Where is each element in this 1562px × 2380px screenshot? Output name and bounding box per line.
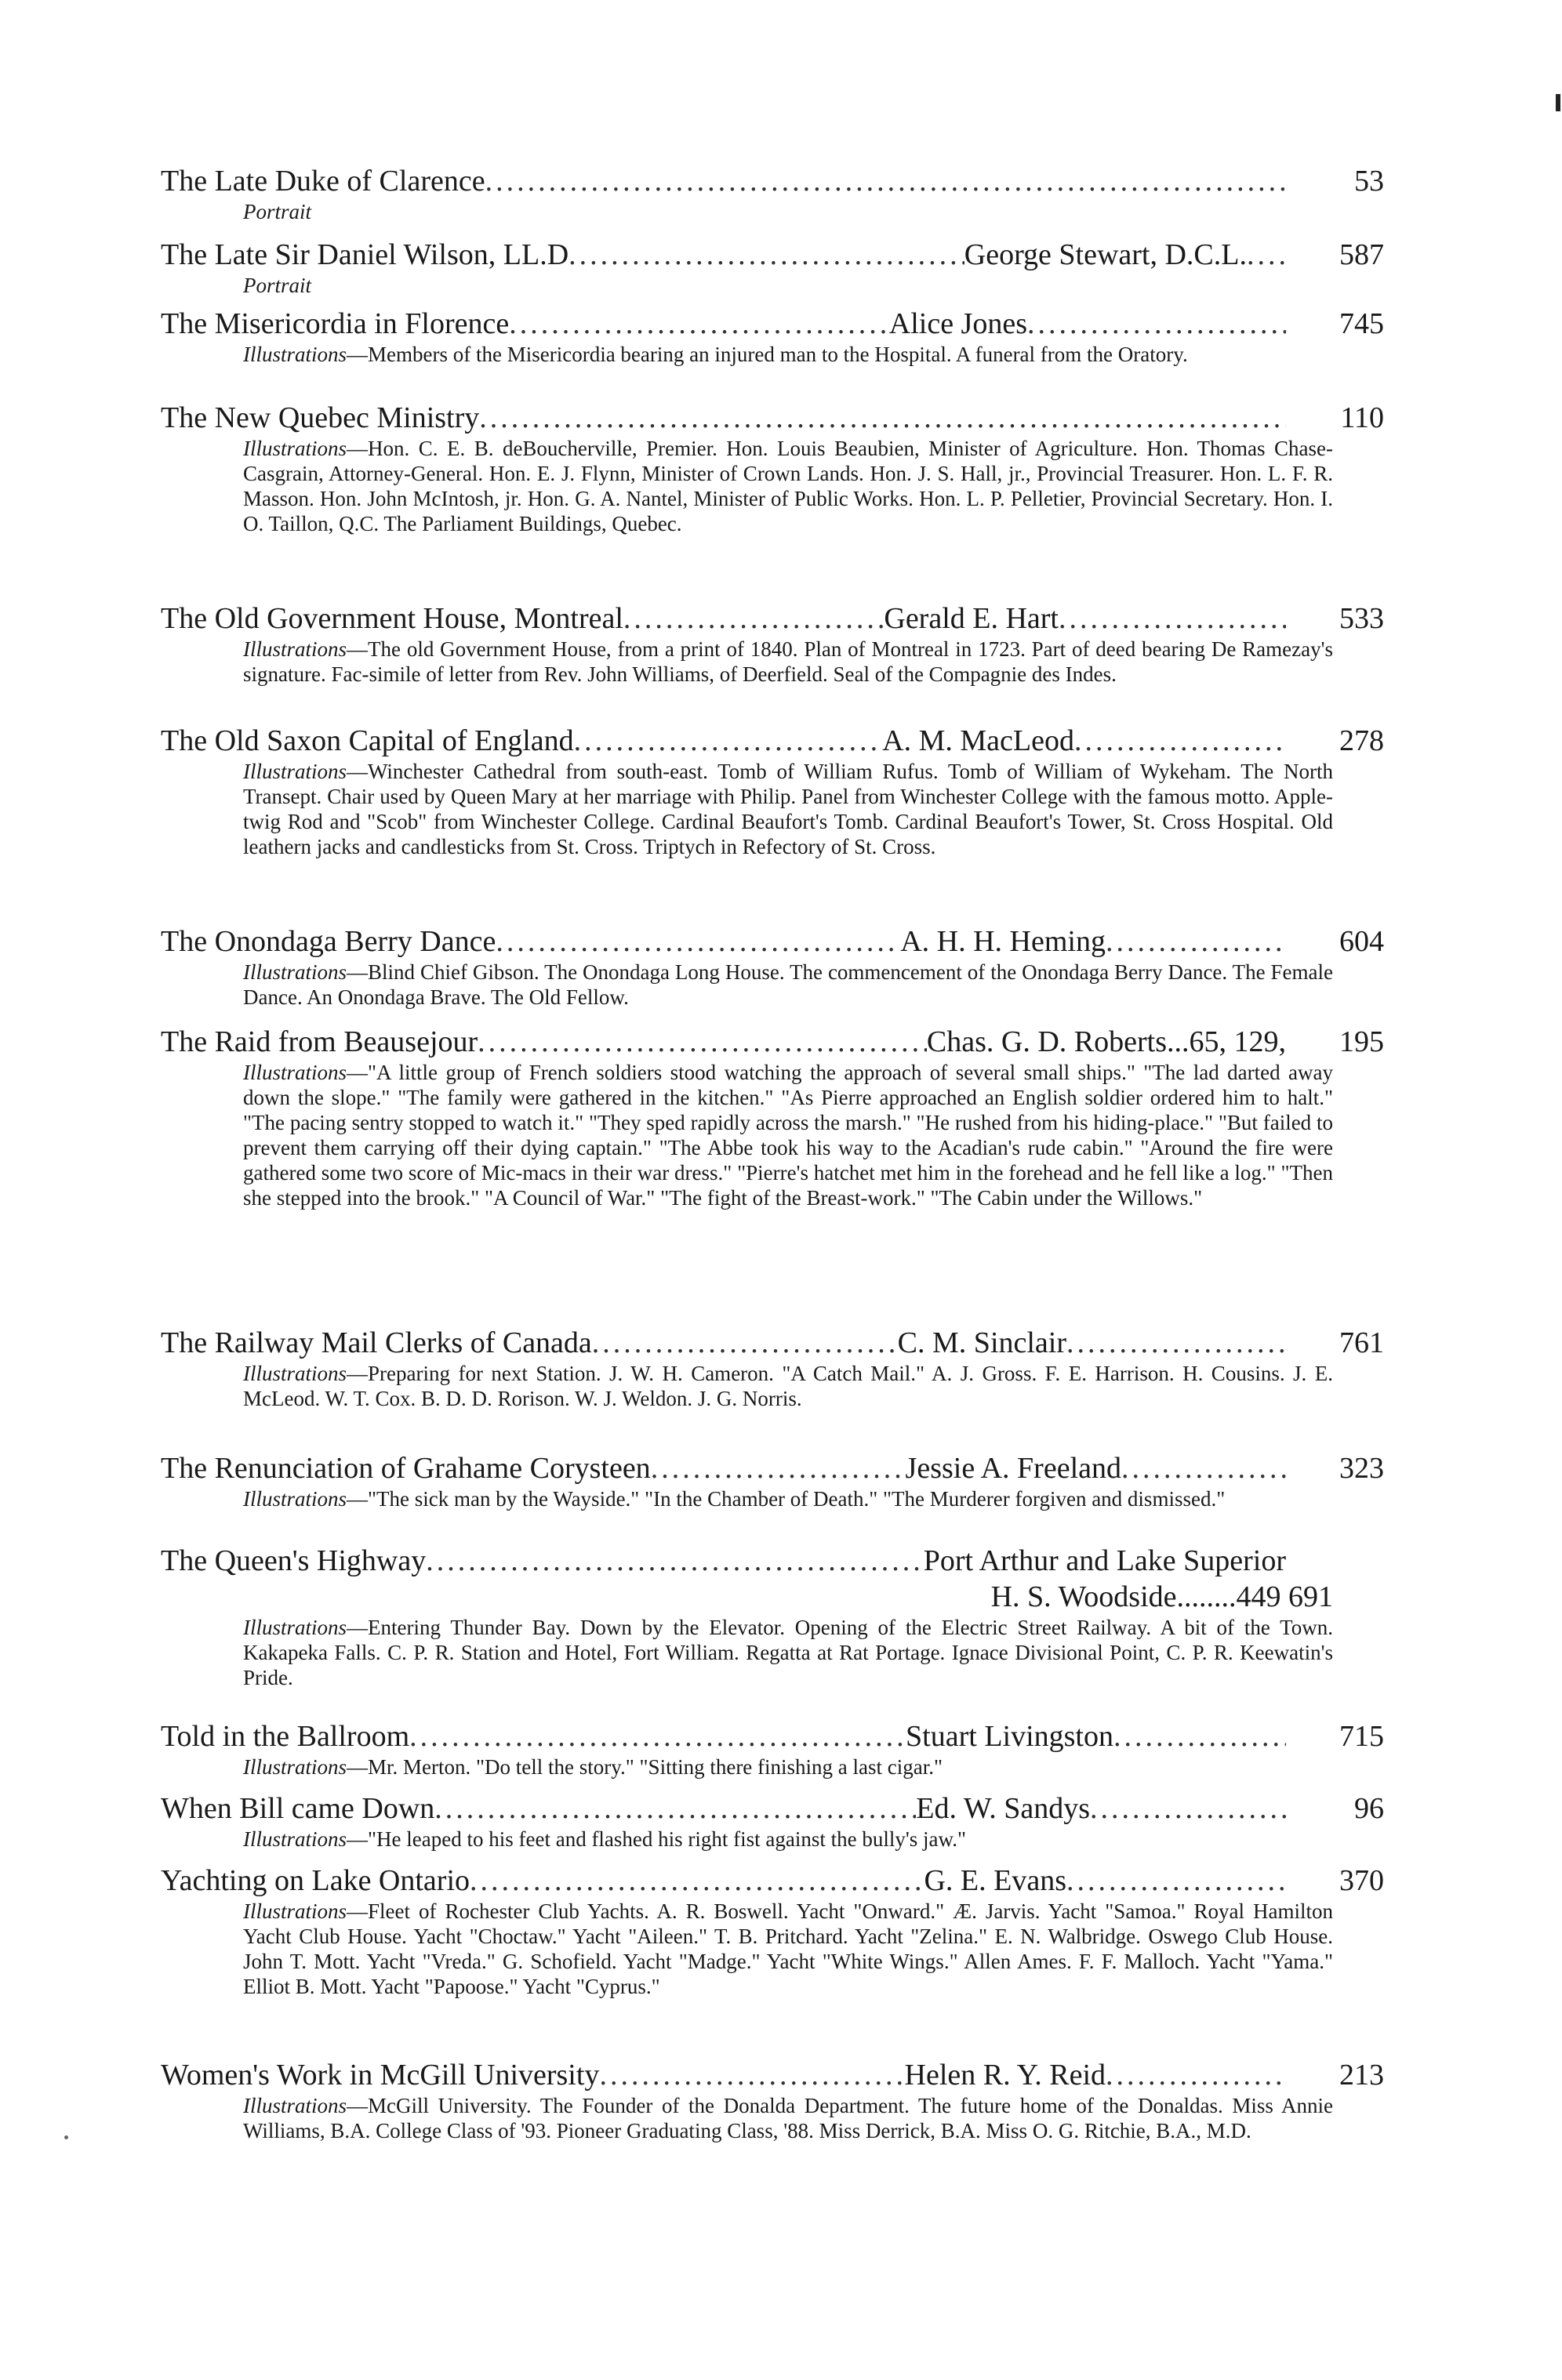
page-number: 53 [1354, 165, 1384, 198]
entry-illustrations [243, 1361, 1333, 1411]
leader-dots [568, 237, 964, 273]
page-number: 761 [1339, 1326, 1384, 1359]
page-number: 195 [1339, 1025, 1384, 1058]
illustrations-text: —Entering Thunder Bay. Down by the Elevator. Opening of the Electric Street Railway. A bit of the Town. Kakapeka Falls. C. P. R. Station and Hotel, Fort William. Regatta at Rat Portage. Ignace Divisional Point, C. P. R. Keewatin's Pride. [243, 1616, 1333, 1689]
entry-illustrations [243, 2093, 1333, 2143]
entry-title: The New Quebec Ministry [161, 401, 480, 434]
entry-author: Alice Jones [888, 307, 1027, 340]
entry-title: The Raid from Beausejour [161, 1025, 478, 1058]
leader-dots [1106, 923, 1286, 960]
illustrations-label: Illustrations [243, 760, 347, 783]
entry-illustrations [243, 342, 1333, 367]
page-number: 533 [1339, 602, 1384, 635]
entry-title: Women's Work in McGill University [161, 2059, 600, 2092]
entry-author: Ed. W. Sandys [916, 1792, 1090, 1825]
leader-dots [1090, 1790, 1286, 1827]
entry-title: Yachting on Lake Ontario [161, 1864, 470, 1897]
entry-author: Helen R. Y. Reid [904, 2059, 1106, 2092]
entry-author: A. H. H. Heming [900, 925, 1106, 958]
leader-dots [1027, 306, 1286, 342]
illustrations-label: Illustrations [243, 2094, 347, 2117]
entry-illustrations [243, 960, 1333, 1010]
entry-illustrations [243, 1754, 1333, 1780]
illustrations-label: Illustrations [243, 637, 347, 661]
leader-dots [651, 1450, 906, 1486]
entry-illustrations [243, 1615, 1333, 1690]
illustrations-label: Illustrations [243, 960, 347, 984]
toc-entry [161, 237, 1384, 298]
toc-entry [161, 723, 1384, 859]
leader-dots [599, 2057, 904, 2093]
illustrations-text: —Winchester Cathedral from south-east. Tomb of William Rufus. Tomb of William of Wykeham. The North Transept. Chair used by Queen Mary at her marriage with Philip. Panel from Winchester College with the famous motto. Apple-twig Rod and "Scob" from Winchester College. Cardinal Beaufort's Tomb. Cardinal Beaufort's Tower, St. Cross Hospital. Old leathern jacks and candlesticks from St. Cross. Triptych in Refectory of St. Cross. [243, 760, 1333, 858]
illustrations-text: —Preparing for next Station. J. W. H. Cameron. "A Catch Mail." A. J. Gross. F. E. Harrison. H. Cousins. J. E. McLeod. W. T. Cox. B. D. D. Rorison. W. J. Weldon. J. G. Norris. [243, 1362, 1333, 1410]
leader-dots [485, 163, 1286, 199]
entry-illustrations [243, 436, 1333, 536]
entry-author: George Stewart, D.C.L. [964, 238, 1247, 271]
page-number: 110 [1340, 401, 1384, 434]
illustrations-label: Illustrations [243, 343, 347, 366]
toc-entry [161, 600, 1384, 687]
entry-title: The Misericordia in Florence [161, 307, 510, 340]
entry-author: G. E. Evans [924, 1864, 1066, 1897]
illustrations-label: Illustrations [243, 1487, 347, 1511]
entry-author: Stuart Livingston [906, 1720, 1113, 1753]
portrait-label: Portrait [243, 274, 312, 297]
page-number: 587 [1339, 238, 1384, 271]
toc-entry [161, 1718, 1384, 1780]
entry-author: Gerald E. Hart [884, 602, 1059, 635]
entry-illustrations [243, 1827, 1333, 1852]
leader-dots [623, 600, 884, 637]
entry-illustrations [243, 759, 1333, 859]
toc-entry [161, 1790, 1384, 1852]
leader-dots [426, 1543, 924, 1579]
illustrations-label: Illustrations [243, 1827, 347, 1851]
page-number: 715 [1339, 1720, 1384, 1753]
entry-title: When Bill came Down [161, 1792, 435, 1825]
illustrations-label: Illustrations [243, 1899, 347, 1923]
entry-illustrations [243, 1899, 1333, 1999]
leader-dots [1106, 2057, 1286, 2093]
page-number: 278 [1339, 724, 1384, 757]
leader-dots [478, 1024, 927, 1060]
illustrations-text: —"A little group of French soldiers stood watching the approach of several small ships." "The lad darted away down the slope." "The family were gathered in the kitchen." "As Pierre approached an English soldier ordered him to halt." "The pacing sentry stopped to watch it." "They sped rapidly across the marsh." "He rushed from his hiding-place." "But failed to prevent them carrying off their dying captain." "The Abbe took his way to the Acadian's rude cabin." "Around the fire were gathered some two score of Mic-macs in their war dress." "Pierre's hatchet met him in the forehead and he fell like a log." "Then she stepped into the brook." "A Council of War." "The fight of the Breast-work." "The Cabin under the Willows." [243, 1061, 1333, 1210]
illustrations-text: —"He leaped to his feet and flashed his right fist against the bully's jaw." [347, 1827, 967, 1851]
entry-author-continued: H. S. Woodside........449 691 [990, 1580, 1333, 1613]
entry-title: The Onondaga Berry Dance [161, 925, 496, 958]
leader-dots [1113, 1718, 1286, 1754]
entry-title: The Late Duke of Clarence [161, 165, 485, 198]
entry-author: Port Arthur and Lake Superior [923, 1544, 1286, 1577]
illustrations-text: —McGill University. The Founder of the Donalda Department. The future home of the Donaldas. Miss Annie Williams, B.A. College Class of '93. Pioneer Graduating Class, '88. Miss Derrick, B.A. Miss O. G. Ritchie, B.A., M.D. [243, 2094, 1333, 2142]
entry-title: The Queen's Highway [161, 1544, 427, 1577]
page-number: 96 [1354, 1792, 1384, 1825]
toc-entry [161, 1450, 1384, 1511]
leader-dots [434, 1790, 916, 1827]
illustrations-text: —Hon. C. E. B. deBoucherville, Premier. Hon. Louis Beaubien, Minister of Agriculture. Hon. Thomas Chase-Casgrain, Attorney-General. Hon. E. J. Flynn, Minister of Crown Lands. Hon. J. S. Hall, jr., Provincial Treasurer. Hon. L. F. R. Masson. Hon. John McIntosh, jr. Hon. G. A. Nantel, Minister of Public Works. Hon. L. P. Pelletier, Provincial Secretary. Hon. I. O. Taillon, Q.C. The Parliament Buildings, Quebec. [243, 437, 1333, 535]
leader-dots [592, 1325, 898, 1361]
illustrations-text: —Fleet of Rochester Club Yachts. A. R. Boswell. Yacht "Onward." Æ. Jarvis. Yacht "Samoa." Royal Hamilton Yacht Club House. Yacht "Choctaw." Yacht "Aileen." T. B. Pritchard. Yacht "Zelina." E. N. Walbridge. Oswego Club House. John T. Mott. Yacht "Vreda." G. Schofield. Yacht "Madge." Yacht "White Wings." Allen Ames. F. F. Malloch. Yacht "Yama." Elliot B. Mott. Yacht "Papoose." Yacht "Cyprus." [243, 1899, 1333, 1998]
toc-entry [161, 306, 1384, 367]
toc-entry [161, 1863, 1384, 1999]
entry-author: C. M. Sinclair [897, 1326, 1066, 1359]
portrait-label: Portrait [243, 200, 312, 223]
leader-dots [470, 1863, 924, 1899]
toc-entry [161, 923, 1384, 1010]
illustrations-text: —The old Government House, from a print of 1840. Plan of Montreal in 1723. Part of deed bearing De Ramezay's signature. Fac-simile of letter from Rev. John Williams, of Deerfield. Seal of the Compagnie des Indes. [243, 637, 1333, 686]
illustrations-text: —"The sick man by the Wayside." "In the Chamber of Death." "The Murderer forgiven and dismissed." [347, 1487, 1226, 1511]
entry-title: The Old Saxon Capital of England [161, 724, 574, 757]
leader-dots [1121, 1450, 1286, 1486]
leader-dots [1074, 723, 1286, 759]
leader-dots [479, 400, 1286, 436]
illustrations-text: —Blind Chief Gibson. The Onondaga Long House. The commencement of the Onondaga Berry Dance. The Female Dance. An Onondaga Brave. The Old Fellow. [243, 960, 1333, 1009]
entry-title: The Old Government House, Montreal [161, 602, 623, 635]
leader-dots [509, 306, 889, 342]
page-number: 213 [1339, 2059, 1384, 2092]
entry-author: Chas. G. D. Roberts...65, 129, [926, 1025, 1286, 1058]
toc-entry [161, 163, 1384, 224]
illustrations-label: Illustrations [243, 1616, 347, 1639]
entry-author: A. M. MacLeod [882, 724, 1074, 757]
page-edge-mark [1556, 94, 1560, 111]
entry-title: The Late Sir Daniel Wilson, LL.D [161, 238, 569, 271]
leader-dots [1059, 600, 1286, 637]
page-number: 604 [1339, 925, 1384, 958]
entry-title: Told in the Ballroom [161, 1720, 410, 1753]
leader-dots [1066, 1325, 1286, 1361]
illustrations-text: —Mr. Merton. "Do tell the story." "Sitting there finishing a last cigar." [347, 1755, 943, 1779]
toc-entry [161, 2057, 1384, 2143]
entry-illustrations [243, 1486, 1333, 1511]
leader-dots [496, 923, 900, 960]
entry-author: Jessie A. Freeland [905, 1452, 1121, 1485]
entry-illustrations [243, 637, 1333, 687]
leader-dots [409, 1718, 906, 1754]
page-number: 370 [1339, 1864, 1384, 1897]
margin-speck [64, 2135, 68, 2139]
toc-entry [161, 400, 1384, 536]
leader-dots [574, 723, 883, 759]
leader-dots [1066, 1863, 1286, 1899]
toc-entry [161, 1024, 1384, 1210]
illustrations-text: —Members of the Misericordia bearing an injured man to the Hospital. A funeral from the Oratory. [347, 343, 1188, 366]
toc-entry [161, 1543, 1384, 1690]
illustrations-label: Illustrations [243, 1362, 347, 1385]
illustrations-label: Illustrations [243, 437, 347, 460]
illustrations-label: Illustrations [243, 1755, 347, 1779]
toc-entry [161, 1325, 1384, 1411]
entry-title: The Railway Mail Clerks of Canada [161, 1326, 592, 1359]
entry-illustrations [243, 1060, 1333, 1210]
entry-title: The Renunciation of Grahame Corysteen [161, 1452, 651, 1485]
illustrations-label: Illustrations [243, 1061, 347, 1084]
leader-dots [1247, 237, 1286, 273]
page-number: 323 [1339, 1452, 1384, 1485]
page-number: 745 [1339, 307, 1384, 340]
